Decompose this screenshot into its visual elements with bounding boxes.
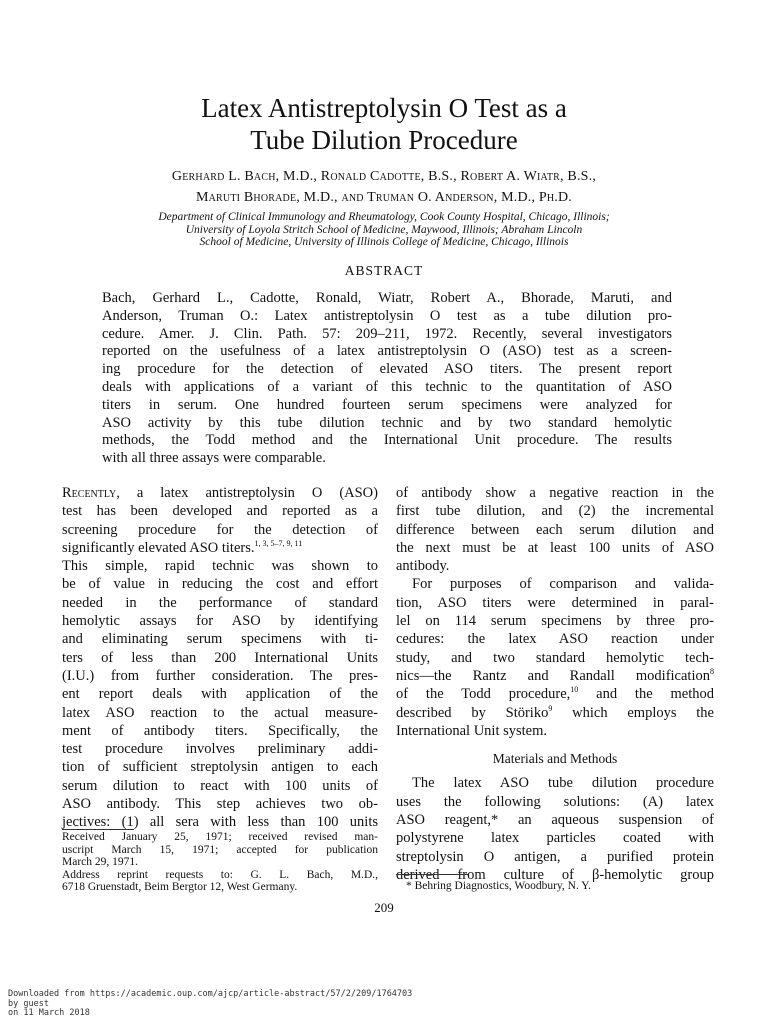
reference-superscript: 8 <box>710 667 714 677</box>
body-line: ters of less than 200 International Units <box>62 649 378 666</box>
body-line: The latex ASO tube dilution procedure <box>412 775 714 792</box>
affiliation-line-1: Department of Clinical Immunology and Rheumatology, Cook County Hospital, Chicago, Illinois; <box>158 211 610 223</box>
body-line: ent report deals with application of the <box>62 686 378 703</box>
lead-word: Recently, <box>62 485 120 501</box>
body-line: (I.U.) from further consideration. The pres- <box>62 667 378 684</box>
body-line: uses the following solutions: (A) latex <box>396 793 714 810</box>
abstract-body <box>102 290 672 468</box>
body-line: test procedure involves preliminary addi- <box>62 741 378 758</box>
body-line: test has been developed and reported as a <box>62 503 378 520</box>
footnote-divider <box>62 829 134 830</box>
footnote-divider <box>396 874 468 875</box>
storiko-rest: which employs the <box>552 704 714 721</box>
footnote-line: Address reprint requests to: G. L. Bach, M.D., <box>62 868 378 881</box>
body-line: tion, ASO titers were determined in paral- <box>396 594 714 611</box>
body-line: latex ASO reaction to the actual measure- <box>62 704 378 721</box>
abstract-line: Anderson, Truman O.: Latex antistreptolysin O test as a tube dilution pro- <box>102 307 672 324</box>
body-line: the next must be at least 100 units of ASO <box>396 539 714 556</box>
body-line: International Unit system. <box>396 722 548 739</box>
body-line <box>396 704 714 722</box>
abstract-heading: ABSTRACT <box>344 263 424 278</box>
titers-text: significantly elevated ASO titers. <box>62 539 255 556</box>
reference-superscript: 1, 3, 5–7, 9, 11 <box>254 539 303 549</box>
section-heading: Materials and Methods <box>492 751 618 767</box>
abstract-line: reported on the usefulness of a latex antistreptolysin O (ASO) test as a screen- <box>102 343 672 360</box>
abstract-line: ing procedure for the detection of elevated ASO titers. The present report <box>102 361 672 378</box>
body-line: of antibody show a negative reaction in the <box>396 485 714 501</box>
reference-superscript: 9 <box>548 703 553 713</box>
body-line: ASO reagent,* an aqueous suspension of <box>396 812 714 829</box>
abstract-line: ASO activity by this tube dilution technic and by two standard hemolytic <box>102 414 672 431</box>
body-line: hemolytic assays for ASO by identifying <box>62 613 378 630</box>
body-line: ASO antibody. This step achieves two ob- <box>62 796 378 813</box>
todd-text: of the Todd procedure, <box>396 686 571 703</box>
body-line: screening procedure for the detection of <box>62 521 378 538</box>
body-line: ment of antibody titers. Specifically, the <box>62 722 378 739</box>
abstract-line: cedure. Amer. J. Clin. Path. 57: 209–211, 1972. Recently, several investigators <box>102 325 672 342</box>
body-line: tion of sufficient streptolysin antigen to each <box>62 759 378 776</box>
footnote-line: March 29, 1971. <box>62 856 139 868</box>
reference-superscript: 10 <box>570 685 579 695</box>
received-footnote <box>62 831 378 894</box>
body-line: antibody. <box>396 558 450 575</box>
body-line: For purposes of comparison and valida- <box>412 576 714 593</box>
todd-rest: and the method <box>578 686 714 703</box>
author-line-1: Gerhard L. Bach, M.D., Ronald Cadotte, B.S., Robert A. Wiatr, B.S., <box>171 169 597 184</box>
body-line: first tube dilution, and (2) the incremental <box>396 503 714 520</box>
footnote-line: uscript March 15, 1971; accepted for publication <box>62 843 378 856</box>
body-line: This simple, rapid technic was shown to <box>62 558 378 575</box>
body-line: needed in the performance of standard <box>62 594 378 611</box>
body-line: streptolysin O antigen, a purified protein <box>396 848 714 865</box>
body-line: and eliminating serum specimens with ti- <box>62 631 378 648</box>
body-line <box>396 667 714 685</box>
lead-line-rest: a latex antistreptolysin O (ASO) <box>119 485 378 501</box>
article-title <box>60 92 708 156</box>
left-column <box>62 484 378 832</box>
rantz-text: nics—the Rantz and Randall modification <box>396 667 710 684</box>
abstract-line: deals with applications of a variant of this technic to the quantitation of ASO <box>102 378 672 395</box>
body-line: polystyrene latex particles coated with <box>396 830 714 847</box>
body-line <box>62 484 378 502</box>
body-line: difference between each serum dilution and <box>396 521 714 538</box>
body-line: derived from culture of β-hemolytic group <box>396 866 714 883</box>
storiko-text: described by Störiko <box>396 704 549 721</box>
body-line <box>62 539 378 557</box>
abstract-line: titers in serum. One hundred fourteen serum specimens were analyzed for <box>102 396 672 413</box>
download-line: Downloaded from https://academic.oup.com/ajcp/article-abstract/57/2/209/1764703 <box>8 989 413 999</box>
body-line: serum dilution to react with 100 units of <box>62 777 378 794</box>
affiliation <box>60 211 708 249</box>
download-notice <box>8 990 508 1019</box>
download-line: on 11 March 2018 <box>8 1008 90 1018</box>
abstract-line: methods, the Todd method and the International Unit procedure. The results <box>102 432 672 449</box>
download-line: by guest <box>8 998 49 1009</box>
affiliation-line-2: University of Loyola Stritch School of Medicine, Maywood, Illinois; Abraham Lincoln <box>185 223 583 236</box>
footnote-line: 6718 Gruenstadt, Beim Bergtor 12, West Germany. <box>62 881 298 893</box>
body-line: study, and two standard hemolytic tech- <box>396 649 714 666</box>
title-line-2: Tube Dilution Procedure <box>250 125 518 155</box>
footnote-line: Received January 25, 1971; received revised man- <box>62 831 378 843</box>
body-line: jectives: (1) all sera with less than 100 units <box>62 814 378 831</box>
author-line-2: Maruti Bhorade, M.D., and Truman O. Anderson, M.D., Ph.D. <box>195 190 572 205</box>
affiliation-line-3: School of Medicine, University of Illinois College of Medicine, Chicago, Illinois <box>199 236 569 248</box>
body-line: cedures: the latex ASO reaction under <box>396 631 714 648</box>
body-line <box>396 685 714 703</box>
right-column <box>396 484 714 884</box>
title-line-1: Latex Antistreptolysin O Test as a <box>201 93 567 123</box>
body-line: lel on 114 serum specimens by three pro- <box>396 613 714 630</box>
page-number: 209 <box>374 900 394 915</box>
abstract-line: with all three assays were comparable. <box>102 450 326 467</box>
author-list <box>60 166 708 208</box>
manufacturer-footnote: * Behring Diagnostics, Woodbury, N. Y. <box>406 880 591 892</box>
body-line: be of value in reducing the cost and effort <box>62 576 378 593</box>
abstract-line: Bach, Gerhard L., Cadotte, Ronald, Wiatr, Robert A., Bhorade, Maruti, and <box>102 290 672 306</box>
